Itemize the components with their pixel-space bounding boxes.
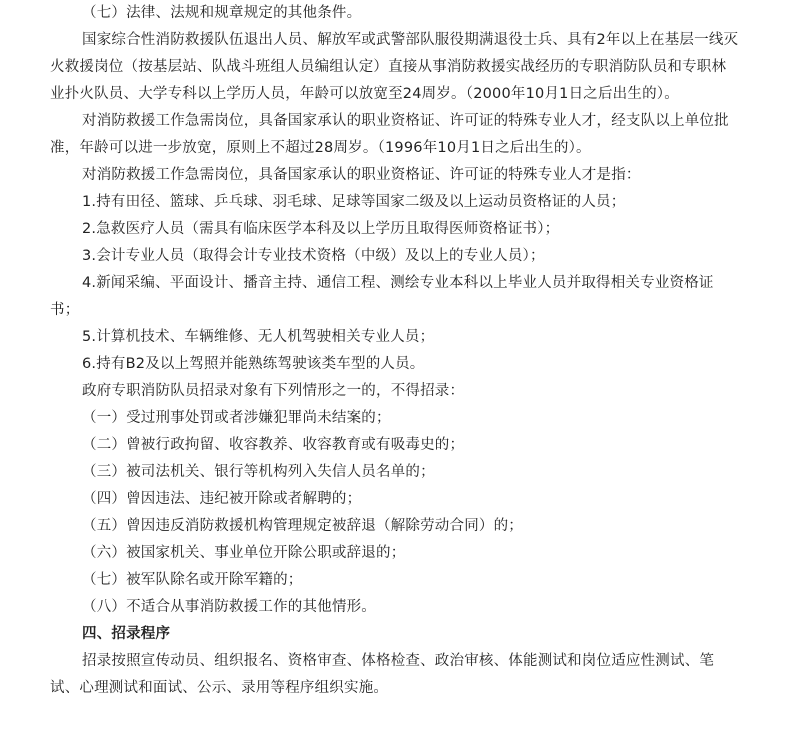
paragraph-special-talent-intro: 对消防救援工作急需岗位，具备国家承认的职业资格证、许可证的特殊专业人才是指： [82,167,641,183]
list-item-accounting: 3.会计专业人员（取得会计专业技术资格（中级）及以上的专业人员）； [82,248,545,264]
exclusion-item-7: （七）被军队除名或开除军籍的； [82,572,303,588]
paragraph-age-relaxation-28: 对消防救援工作急需岗位，具备国家承认的职业资格证、许可证的特殊专业人才，经支队以上单位批准，年龄可以进一步放宽，原则上不超过28周岁。（1996年10月1日之后出生的）。 [50,113,729,156]
list-item-driver: 6.持有B2及以上驾照并能熟练驾驶该类车型的人员。 [82,356,425,372]
exclusion-item-1: （一）受过刑事处罚或者涉嫌犯罪尚未结案的； [82,410,391,426]
list-item-athletes: 1.持有田径、篮球、乒乓球、羽毛球、足球等国家二级及以上运动员资格证的人员； [82,194,626,210]
list-item-media-design: 4.新闻采编、平面设计、播音主持、通信工程、测绘专业本科以上毕业人员并取得相关专业资格证书； [50,275,714,318]
list-item-medical: 2.急救医疗人员（需具有临床医学本科及以上学历且取得医师资格证书）； [82,221,560,237]
exclusion-item-8: （八）不适合从事消防救援工作的其他情形。 [82,599,376,615]
exclusion-item-6: （六）被国家机关、事业单位开除公职或辞退的； [82,545,406,561]
exclusion-item-4: （四）曾因违法、违纪被开除或者解聘的； [82,491,362,507]
list-item-computer-vehicle: 5.计算机技术、车辆维修、无人机驾驶相关专业人员； [82,329,435,345]
paragraph-age-relaxation-24: 国家综合性消防救援队伍退出人员、解放军或武警部队服役期满退役士兵、具有2年以上在基层一线灭火救援岗位（按基层站、队战斗班组人员编组认定）直接从事消防救援实战经历的专职消防队员和专职林业扑火队员、大学专科以上学历人员，年龄可以放宽至24周岁。（2000年10月1日之后出生的）。 [50,32,739,102]
paragraph-exclusion-intro: 政府专职消防队员招录对象有下列情形之一的，不得招录： [82,383,465,399]
exclusion-item-2: （二）曾被行政拘留、收容教养、收容教育或有吸毒史的； [82,437,465,453]
document-body [50,0,740,702]
paragraph-condition-7: （七）法律、法规和规章规定的其他条件。 [82,5,362,21]
exclusion-item-5: （五）曾因违反消防救援机构管理规定被辞退（解除劳动合同）的； [82,518,523,534]
section-heading: 四、招录程序 [82,626,171,642]
exclusion-item-3: （三）被司法机关、银行等机构列入失信人员名单的； [82,464,435,480]
paragraph-recruitment-procedure: 招录按照宣传动员、组织报名、资格审查、体格检查、政治审核、体能测试和岗位适应性测试、笔试、心理测试和面试、公示、录用等程序组织实施。 [50,653,715,696]
